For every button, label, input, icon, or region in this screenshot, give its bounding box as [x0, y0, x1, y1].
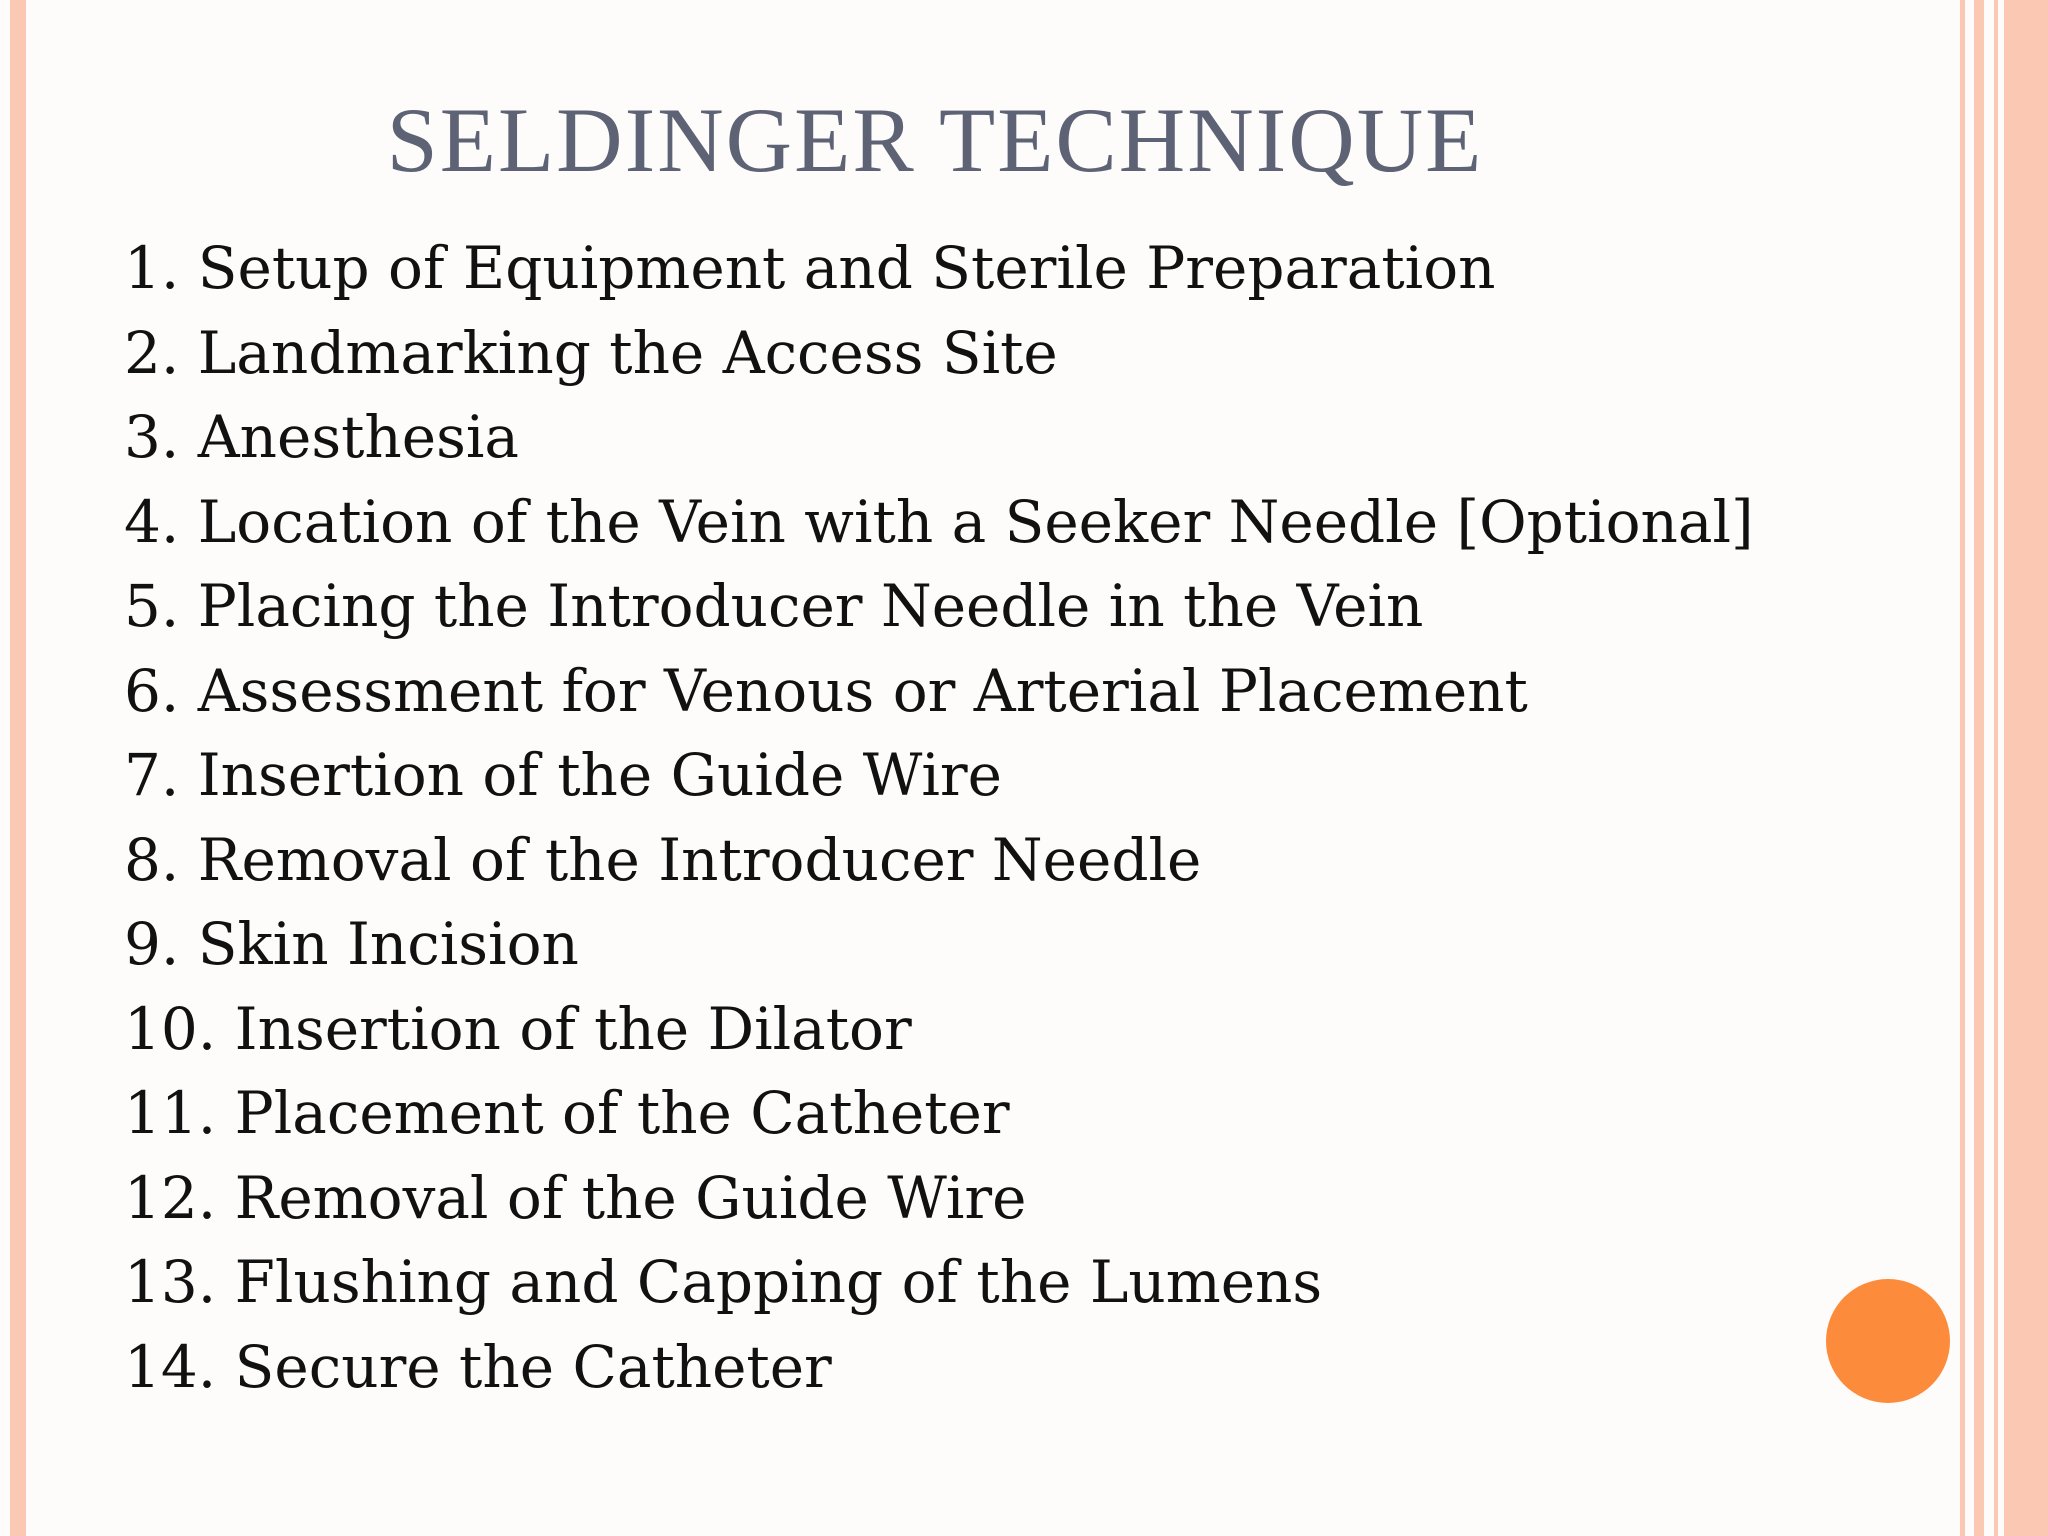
right-border-stripe [1974, 0, 1984, 1536]
list-item: 1. Setup of Equipment and Sterile Preparation [124, 234, 1496, 302]
step-list [124, 226, 1924, 1409]
list-item: 10. Insertion of the Dilator [124, 994, 912, 1063]
list-item: 2. Landmarking the Access Site [124, 318, 1058, 387]
list-item: 3. Anesthesia [124, 403, 519, 471]
list-item: 11. Placement of the Catheter [124, 1079, 1010, 1147]
list-item: 5. Placing the Introducer Needle in the Vein [124, 572, 1424, 640]
slide-title: SELDINGER TECHNIQUE [386, 89, 1484, 191]
list-item: 7. Insertion of the Guide Wire [124, 741, 1002, 809]
list-item: 9. Skin Incision [124, 910, 579, 978]
left-border-bar [10, 0, 26, 1536]
right-border-stripe [1994, 0, 1998, 1536]
list-item: 14. Secure the Catheter [124, 1332, 832, 1401]
list-item: 12. Removal of the Guide Wire [124, 1163, 1027, 1232]
list-item: 4. Location of the Vein with a Seeker Needle [Optional] [124, 487, 1754, 556]
list-item: 13. Flushing and Capping of the Lumens [124, 1248, 1323, 1316]
list-item: 6. Assessment for Venous or Arterial Placement [124, 656, 1528, 725]
list-item: 8. Removal of the Introducer Needle [124, 825, 1202, 894]
orange-circle-decoration [1826, 1279, 1950, 1403]
right-border-stripe [1960, 0, 1965, 1536]
right-border-bar [2004, 0, 2048, 1536]
